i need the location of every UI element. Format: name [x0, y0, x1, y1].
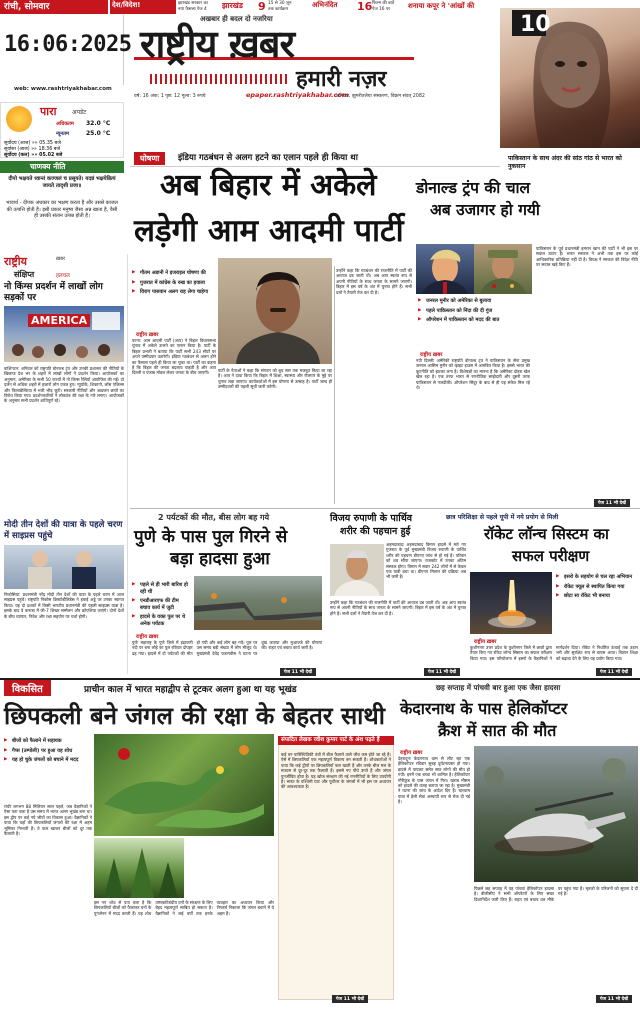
rocket-trail	[470, 572, 552, 634]
kedar-kicker: छह सप्ताह में पांचवी बार हुआ एक जैसा हादसा	[436, 683, 561, 692]
website-url: web: www.rashtriyakhabar.com	[14, 86, 112, 92]
sunrise-today: सूर्योदय (आज) »» 05.35 बजे	[4, 141, 61, 146]
vijay-body: अहमदाबादः अहमदाबाद विमान हादसे में मारे गए गुजरात के पूर्व मुख्यमंत्री विजय रुपाणी के पार्थिव शरीर की पहचान डीएनए जांच से हो गई है। परिवार को शव सौंपा जाएगा। राजकोट में उनका अंतिम संस्कार होगा। विमान में सवार 242 लोगों में से केवल एक यात्री बचा था। डीएनए मिलान की प्रक्रिया अब भी जारी है।	[386, 542, 466, 580]
city-day-label: रांची, सोमवार	[0, 0, 108, 14]
mid-bullet: ▶ पहले पाकिस्तान को निंदा की दी गुंज	[418, 308, 532, 315]
edition-info-left: वर्ष: 16 अंक: 1 पृष्ठ: 12 मूल्य: 3 रुपये	[134, 94, 206, 99]
mid-bullet: ▶ जनरल मुनीर को अमेरिका से बुलावा	[418, 298, 532, 305]
vijay-kicker: विजय रुपाणी के पार्थिव	[330, 513, 413, 524]
editor-title: संपादित लेखक रवीश कुमार पार्ट के अंश पढ़ते हैं	[278, 736, 394, 745]
rashtriya-sub2: संक्षिप्त	[14, 270, 35, 279]
lizard-left-body: रांचीः लगभग 88 मिलियन साल पहले, जब वैज्ञानिकों ने ऐसा पता चला है उस समय में भारत अलग भूखंड बना था। इस द्वीप पर कई नये जीवों का विकास हुआ। वैज्ञानिकों ने पाया कि यहाँ की छिपकलियाँ जंगलों की रक्षा में अहम भूमिका निभाती हैं। वे फल खाकर बीजों को दूर तक फैलाती हैं।	[4, 804, 92, 837]
pune-bullet: ▶ हादसे के वक्त पुल पर थे अनेक पर्यटक	[132, 614, 190, 627]
helicopter-crash-photo	[474, 746, 638, 882]
pune-body: पुणेः महाराष्ट्र के पुणे जिले में इंद्रायणी नदी पर बना लोहे का पुल रविवार दोपहर ढह गया। हादसे में दो पर्यटकों की मौत हो गयी और कई लोग बह गये। पुल पर उस समय बड़ी संख्या में लोग मौजूद थे। मुख्यमंत्री देवेंद्र फडणवीस ने घटना पर दुख जताया और मुआवजे की घोषणा की। राहत एवं बचाव कार्य जारी है।	[132, 640, 322, 656]
kedar-body-2: पिछले छह सप्ताह में यह पांचवां हेलिकॉप्टर हादसा है। डीजीसीए ने सभी ऑपरेटरों के लिए सख्त दिशानिर्देश जारी किए हैं। राहत एवं बचाव दल मौके पर पहुंच गया है। मृतकों के परिजनों को सूचना दे दी गई है।	[474, 886, 638, 902]
forest-photo	[94, 838, 184, 898]
right-kicker: पाकिस्तान के साथ अंदर की सांठ गांठ से भारत को नुकसान	[506, 154, 640, 172]
mid-band-rule	[130, 508, 640, 509]
rashtriya-sub: ख़बर	[56, 256, 65, 262]
rocket-kicker: छात्र परिशिक्षा से पहले यूपी में नये प्रयोग से मिली	[446, 514, 559, 521]
pune-headline-2: बड़ा हादसा हुआ	[170, 549, 270, 569]
state-page-number: 9	[258, 0, 266, 13]
rashtriya-headline: नो किंग्स प्रदर्शन में लाखों लोग सड़कों पर	[4, 282, 103, 303]
weather-title: पारा	[40, 105, 57, 118]
munir-figure	[474, 244, 532, 294]
chanakya-quote-1: दीपो भक्षयते ध्वान्तं कज्जलं च प्रसूयते। यदन्नं भक्षयेन्नित्यं जायते तादृशी प्रजा॥	[8, 176, 116, 189]
modi-photo-figures	[4, 545, 124, 589]
munir-photo	[474, 244, 532, 294]
main-body-2: पार्टी के नेताओं ने कहा कि संगठन को बूथ स्तर तक मजबूत किया जा रहा है। आप ने दावा किया कि बिहार में शिक्षा, स्वास्थ्य और रोजगार के मुद्दे पर चुनाव लड़ा जाएगा। कार्यकर्ताओं में इस घोषणा से उत्साह है। पार्टी जल्द ही उम्मीदवारों की पहली सूची जारी करेगी।	[218, 368, 332, 390]
chanakya-quote-2: भावार्थ - दीपक अंधकार का भक्षण करता है और उससे काजल की उत्पत्ति होती है। इसी प्रकार मनुष्य जैसा अन्न खाता है, वैसी ही उसकी संतान उत्पन्न होती है।	[6, 200, 118, 220]
sun-icon	[6, 106, 32, 132]
ticker-text: इंडिया गठबंधन से अलग हटने का एलान पहले ही किया था	[178, 153, 358, 163]
main-body-1: पटना: आम आदमी पार्टी (आप) ने बिहार विधानसभा चुनाव में अकेले उतरने का एलान किया है। पार्टी के बिहार प्रभारी ने बताया कि पार्टी सभी 243 सीटों पर अपने उम्मीदवार उतारेगी। इंडिया गठबंधन से अलग होने का फैसला पहले ही किया जा चुका था। पार्टी का कहना है कि बिहार की जनता बदलाव चाहती है और आप दिल्ली व पंजाब मॉडल लेकर जनता के बीच जाएगी।	[132, 338, 216, 376]
modi-headline: मोदी तीन देशों की यात्रा के पहले चरण में साइप्रस पहुंचे	[4, 520, 123, 541]
chanakya-title: चाणक्य नीति	[30, 162, 66, 171]
left-bullet: ▶ गुजरात में कांग्रेस के रुख का हवाला	[132, 280, 216, 287]
flash-line-2: नया फैसला पेज 4	[178, 7, 207, 12]
vijay-figure	[330, 544, 384, 596]
state-line-2: तक कार्यक्रम	[268, 7, 288, 12]
main-byline: राष्ट्रीय ख़बर	[136, 332, 159, 338]
flash-line-1: झारखंड सरकार का	[178, 1, 208, 6]
lizard-bullet: ▶ गैप्स (उम्पोली) पर हुआ यह शोध	[4, 748, 92, 755]
right-byline: राष्ट्रीय ख़बर	[420, 352, 443, 358]
rashtriya-title: राष्ट्रीय	[4, 255, 28, 268]
lizard-mid-body: इस नए शोध से पता चला है कि छिपकलियाँ बीजों को फैलाकर वनों के पुनर्जनन में मदद करती हैं। यह शोध उष्णकटिबंधीय वनों के संरक्षण के लिए बेहद महत्वपूर्ण साबित हो सकता है। वैज्ञानिकों ने कई वर्षों तक इनके व्यवहार का अध्ययन किया और निष्कर्ष निकाला कि जंगल बचाने में ये अहम हैं।	[94, 900, 274, 916]
max-temp-label: अधिकतम	[56, 121, 74, 127]
column-rule	[334, 266, 335, 504]
mid-bullet: ▶ ऑपरेशन में पाकिस्तान को मदद की बात	[418, 317, 532, 324]
aap-leader-photo	[218, 258, 332, 364]
sunset-today: सूर्यास्त (आज) »» 18.36 बजे	[4, 147, 61, 152]
more-link-kedar[interactable]: पेज 11 भी देखें	[596, 995, 632, 1003]
date-display: 16:06:2025	[4, 32, 132, 57]
main-headline-1: अब बिहार में अकेले	[160, 168, 377, 203]
rashtriya-sub3: हलचल	[56, 273, 70, 279]
lizard-bullet: ▶ बीजों को फैलाने में सहायक	[4, 738, 92, 745]
max-temp: 32.0 °C	[86, 120, 111, 127]
editor-body: कई वन पारिस्थितिकी तंत्रों में बीज फैलाने वाले जीव कम होते जा रहे हैं। ऐसे में छिपकलियाँ एक महत्वपूर्ण विकल्प बन सकती हैं। शोधकर्ताओं ने पाया कि कई द्वीपों पर छिपकलियाँ फल खाती हैं और उनके बीज मल के माध्यम से दूर-दूर तक फैलाती हैं। इससे नए पौधे उगते हैं और जंगल पुनर्जीवित होता है। यह खोज संरक्षण की नई रणनीतियों के लिए उपयोगी है। भारत के पश्चिमी घाट और पूर्वोत्तर के जंगलों में भी इस पर अध्ययन की आवश्यकता है।	[281, 752, 391, 790]
lizard-bullet: ▶ यह हो चुके जंगलों को बचाने में मदद	[4, 757, 92, 764]
right-body: नयी दिल्लीः अमेरिकी राष्ट्रपति डोनाल्ड ट्रंप ने पाकिस्तान के सेना प्रमुख जनरल आसिम मुनीर को व्हाइट हाउस में आमंत्रित किया है। इससे भारत की कूटनीति को झटका लगा है। विशेषज्ञों का मानना है कि अमेरिका दोहरा खेल खेल रहा है। एक तरफ भारत से रणनीतिक साझेदारी और दूसरी तरफ पाकिस्तान से नजदीकी। ऑपरेशन सिंदूर के बाद से ही यह संकेत मिल रहे थे।	[416, 358, 530, 391]
cinema-page-number: 16	[357, 0, 373, 13]
rocket-launch-photo	[470, 572, 552, 634]
cinema-line-2: पेज 16 पर	[372, 7, 391, 12]
rocket-bullet: ▶ छोटा सा रॉकेट भी बनाया	[556, 593, 638, 600]
more-link-top[interactable]: पेज 11 भी देखें	[594, 499, 630, 507]
protest-banner-text: AMERICA	[28, 314, 90, 327]
modi-body: निकोसिया: प्रधानमंत्री नरेंद्र मोदी तीन देशों की यात्रा के पहले चरण में आज साइप्रस पहुंचे। राष्ट्रपति निकोस क्रिस्टोडौलिडेस ने हवाई अड्डे पर उनका स्वागत किया। यह दो दशकों में किसी भारतीय प्रधानमंत्री की पहली साइप्रस यात्रा है। इसके बाद वे कनाडा में जी-7 शिखर सम्मेलन और क्रोएशिया जाएंगे। दोनों देशों के बीच व्यापार, निवेश और रक्षा सहयोग पर चर्चा होगी।	[4, 592, 124, 619]
page-number: 10	[520, 12, 551, 37]
more-link-pune[interactable]: पेज 11 भी देखें	[280, 668, 316, 676]
tagline: अखबार ही बदल दो नजरिया	[200, 15, 273, 23]
ticker-label: घोषणा	[134, 152, 165, 165]
pune-bullet: ▶ एनडीआरएफ की टीम बचाव कार्य में जुटी	[132, 598, 190, 611]
forest-trees	[94, 838, 184, 898]
right-body-2: पाकिस्तान के पूर्व प्रधानमंत्री इमरान खान की पार्टी ने भी इस पर सवाल उठाए हैं। भारत सरकार ने अभी तक इस पर कोई आधिकारिक प्रतिक्रिया नहीं दी है। विपक्ष ने सरकार की विदेश नीति पर सवाल खड़े किए हैं।	[536, 246, 638, 268]
flash-label: देश/विदेश!	[112, 1, 141, 9]
rocket-byline: राष्ट्रीय ख़बर	[474, 639, 497, 645]
lizard-figures	[94, 734, 274, 836]
pune-kicker: 2 पर्यटकों की मौत, बीस लोग बह गये	[158, 513, 270, 522]
lizard-photo	[94, 734, 274, 836]
protest-crowd	[4, 306, 124, 362]
right-headline-1: डोनाल्ड ट्रंप की चाल	[416, 178, 531, 197]
cinema-line-1: फिल्म की बातें	[372, 1, 395, 6]
more-link-rocket[interactable]: पेज 11 भी देखें	[596, 668, 632, 676]
kedar-byline: राष्ट्रीय ख़बर	[400, 750, 423, 756]
min-temp-label: न्यूनतम	[56, 131, 69, 137]
rocket-bullet: ▶ रॉकेट फ्यूल से स्थापित किया गया	[556, 584, 638, 591]
epaper-url[interactable]: epaper.rashtriyakhabar.com	[246, 91, 349, 99]
main-body-3: उन्होंने कहा कि गठबंधन की राजनीति में पार्टी की आवाज दब जाती थी। अब आप स्वतंत्र रूप से अपनी नीतियों के साथ जनता के सामने जाएगी। बिहार में इस वर्ष के अंत में चुनाव होने हैं। सभी दलों ने तैयारी तेज कर दी है।	[336, 268, 412, 295]
more-link-lizard[interactable]: पेज 11 भी देखें	[332, 995, 368, 1003]
masthead-title: राष्ट्रीय ख़बर	[140, 21, 295, 66]
sunrise-tomorrow: सूर्योदय (कल) »» 05.02 बजे	[4, 153, 63, 158]
trump-figure	[416, 244, 474, 294]
pune-headline-1: पुणे के पास पुल गिरने से	[134, 527, 288, 547]
rocket-headline-1: रॉकेट लॉन्च सिस्टम का	[484, 525, 609, 543]
red-diagonal-deco	[150, 74, 290, 84]
mid-bullets	[418, 298, 532, 327]
trump-photo	[416, 244, 474, 294]
rocket-bullet: ▶ इसरो के सहयोग से चल रहा अभियान	[556, 574, 638, 581]
aap-leader-figure	[218, 258, 332, 364]
vijay-headline: शरीर की पहचान हुई	[340, 526, 411, 537]
rocket-body: कुशीनगरः उत्तर प्रदेश के कुशीनगर जिले में छात्रों द्वारा तैयार किए गए रॉकेट लॉन्च सिस्टम का सफल परीक्षण किया गया। इस परियोजना में इसरो के वैज्ञानिकों ने मार्गदर्शन दिया। रॉकेट ने निर्धारित ऊंचाई तक उड़ान भरी और सुरक्षित रूप से वापस आया। विज्ञान शिक्षा को बढ़ावा देने के लिए यह प्रयोग किया गया।	[470, 645, 638, 661]
rashtriya-body: वाशिंगटन: शनिवार को राष्ट्रपति डोनाल्ड ट्रंप और उनकी प्रशासन की नीतियों के खिलाफ देश भर के शहरों में लाखों लोगों ने प्रदर्शन किया। आयोजकों का अनुमान, अमेरिका के सभी 50 राज्यों में नो किंग्स रैलियाँ आयोजित की गईं। दो दर्जन से अधिक शहरों में हजारों लोग एकत्र हुए। न्यूयॉर्क, शिकागो, लॉस एंजिल्स और फिलाडेल्फिया में भारी भीड़ जुटी। सरकारी नीतियों और आव्रजन छापों का विरोध किया गया। प्रदर्शनकारियों ने लोकतंत्र की रक्षा के नारे लगाए। आयोजकों के अनुसार सभी प्रदर्शन शांतिपूर्ण रहे।	[4, 366, 124, 404]
bridge-collapse-photo	[194, 576, 322, 630]
vikasit-label: विकसित	[4, 680, 51, 696]
pune-bullets	[132, 582, 190, 631]
left-bullets	[132, 270, 216, 299]
state-line-1: 15 से 30 जून	[268, 1, 292, 6]
pune-bullet: ▶ पहले से ही भारी बारिश हो रही थी	[132, 582, 190, 595]
edition-info-right: शनिवार, झुमरीतलैया संस्करण, विक्रम संवत् 2082	[336, 94, 425, 99]
vijay-photo	[330, 544, 384, 596]
cinema-label: अभिनंदित	[312, 1, 338, 9]
protest-photo	[4, 306, 124, 362]
min-temp: 25.0 °C	[86, 130, 111, 137]
rocket-headline-2: सफल परीक्षण	[512, 547, 590, 565]
left-bullet: ▶ विराग पासवान अलग राह लेगा चाहेगा	[132, 289, 216, 296]
vijay-body-cont: उन्होंने कहा कि गठबंधन की राजनीति में पार्टी की आवाज दब जाती थी। अब आप स्वतंत्र रूप से अपनी नीतियों के साथ जनता के सामने जाएगी। बिहार में इस वर्ष के अंत में चुनाव होने हैं। सभी दलों ने तैयारी तेज कर दी है।	[330, 600, 466, 616]
left-bullet: ▶ गौतम अडानी ने इजराइल घोषणा की	[132, 270, 216, 277]
helicopter-wreck	[474, 746, 638, 882]
main-headline-2: लड़ेगी आम आदमी पार्टी	[134, 213, 404, 249]
masthead-subtitle: हमारी नज़र	[296, 66, 387, 92]
modi-photo	[4, 545, 124, 589]
state-label: झारखंड	[222, 1, 243, 10]
actress-caption: शनाया कपूर ने 'आंखों की	[408, 2, 475, 10]
kedar-headline-1: केदारनाथ के पास हेलिकॉप्टर	[400, 699, 568, 718]
more-link-vijay[interactable]: पेज 11 भी देखें	[424, 668, 460, 676]
vikasit-text: प्राचीन काल में भारत महाद्वीप से टूटकर अलग हुआ था यह भूखंड	[84, 685, 297, 695]
right-headline-2: अब उजागर हो गयी	[430, 200, 540, 219]
bridge-collapse-scene	[194, 576, 322, 630]
pune-byline: राष्ट्रीय ख़बर	[136, 634, 159, 640]
rocket-bullets	[556, 574, 638, 603]
lizard-headline: छिपकली बने जंगल की रक्षा के बेहतर साथी	[4, 701, 385, 730]
lizard-bullets	[4, 738, 92, 767]
kedar-headline-2: क्रैश में सात की मौत	[438, 721, 557, 740]
kedar-body: देहरादूनः केदारनाथ धाम से लौट रहा एक हेलिकॉप्टर रविवार सुबह दुर्घटनाग्रस्त हो गया। हादसे में पायलट समेत सात लोगों की मौत हो गयी। इनमें एक बच्चा भी शामिल है। हेलिकॉप्टर गौरीकुंड के पास जंगल में गिरा। खराब मौसम को हादसे की वजह बताया जा रहा है। मुख्यमंत्री ने घटना की जांच के आदेश दिए हैं। चारधाम यात्रा में हेली सेवा अस्थायी रूप से रोक दी गई है।	[398, 756, 470, 805]
weather-subtitle: अपडेट	[72, 109, 87, 116]
